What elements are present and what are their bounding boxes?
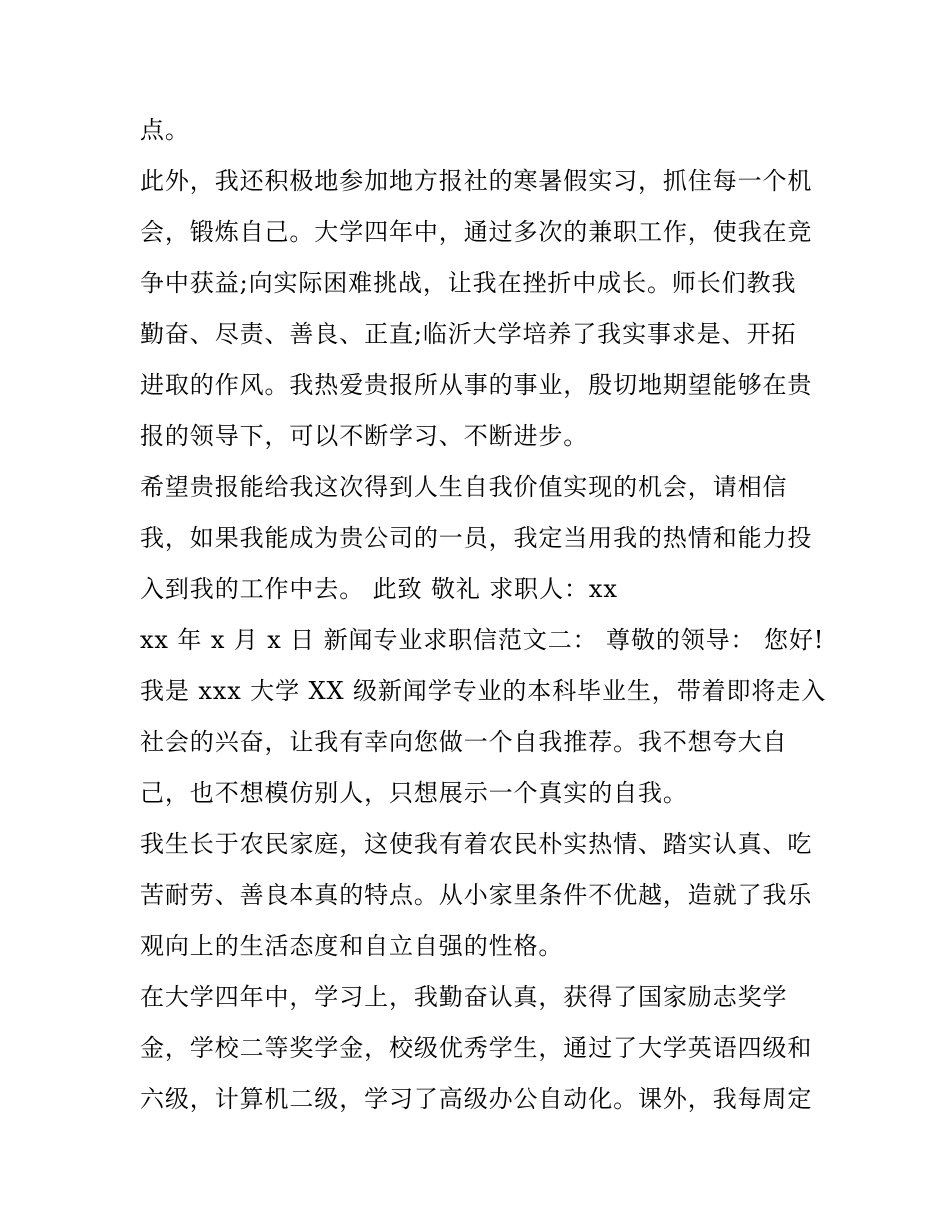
- text-line: 观向上的生活态度和自立自强的性格。: [140, 932, 564, 960]
- text-line: 我是 xxx 大学 XX 级新闻学专业的本科毕业生，带着即将走入: [140, 677, 827, 705]
- text-line: xx 年 x 月 x 日 新闻专业求职信范文二： 尊敬的领导： 您好!: [140, 626, 825, 654]
- text-line: 报的领导下，可以不断学习、不断进步。: [140, 422, 589, 450]
- text-line: 入到我的工作中去。 此致 敬礼 求职人：xx: [140, 575, 618, 603]
- text-line: 我，如果我能成为贵公司的一员，我定当用我的热情和能力投: [140, 524, 813, 552]
- document-body: [140, 108, 827, 1128]
- text-line: 进取的作风。我热爱贵报所从事的事业，殷切地期望能够在贵: [140, 371, 813, 399]
- text-line: 点。: [140, 116, 190, 144]
- text-line: 此外，我还积极地参加地方报社的寒暑假实习，抓住每一个机: [140, 167, 813, 195]
- text-line: 金，学校二等奖学金，校级优秀学生，通过了大学英语四级和: [140, 1034, 813, 1062]
- text-line: 六级，计算机二级，学习了高级办公自动化。课外，我每周定: [140, 1085, 813, 1113]
- text-line: 苦耐劳、善良本真的特点。从小家里条件不优越，造就了我乐: [140, 881, 813, 909]
- text-line: 己，也不想模仿别人，只想展示一个真实的自我。: [140, 779, 688, 807]
- text-line: 争中获益;向实际困难挑战，让我在挫折中成长。师长们教我: [140, 269, 797, 297]
- text-line: 希望贵报能给我这次得到人生自我价值实现的机会，请相信: [140, 473, 788, 501]
- text-line: 在大学四年中，学习上，我勤奋认真，获得了国家励志奖学: [140, 983, 788, 1011]
- text-line: 社会的兴奋，让我有幸向您做一个自我推荐。我不想夸大自: [140, 728, 788, 756]
- text-line: 我生长于农民家庭，这使我有着农民朴实热情、踏实认真、吃: [140, 830, 813, 858]
- text-line: 勤奋、尽责、善良、正直;临沂大学培养了我实事求是、开拓: [140, 320, 797, 348]
- text-line: 会，锻炼自己。大学四年中，通过多次的兼职工作，使我在竞: [140, 218, 813, 246]
